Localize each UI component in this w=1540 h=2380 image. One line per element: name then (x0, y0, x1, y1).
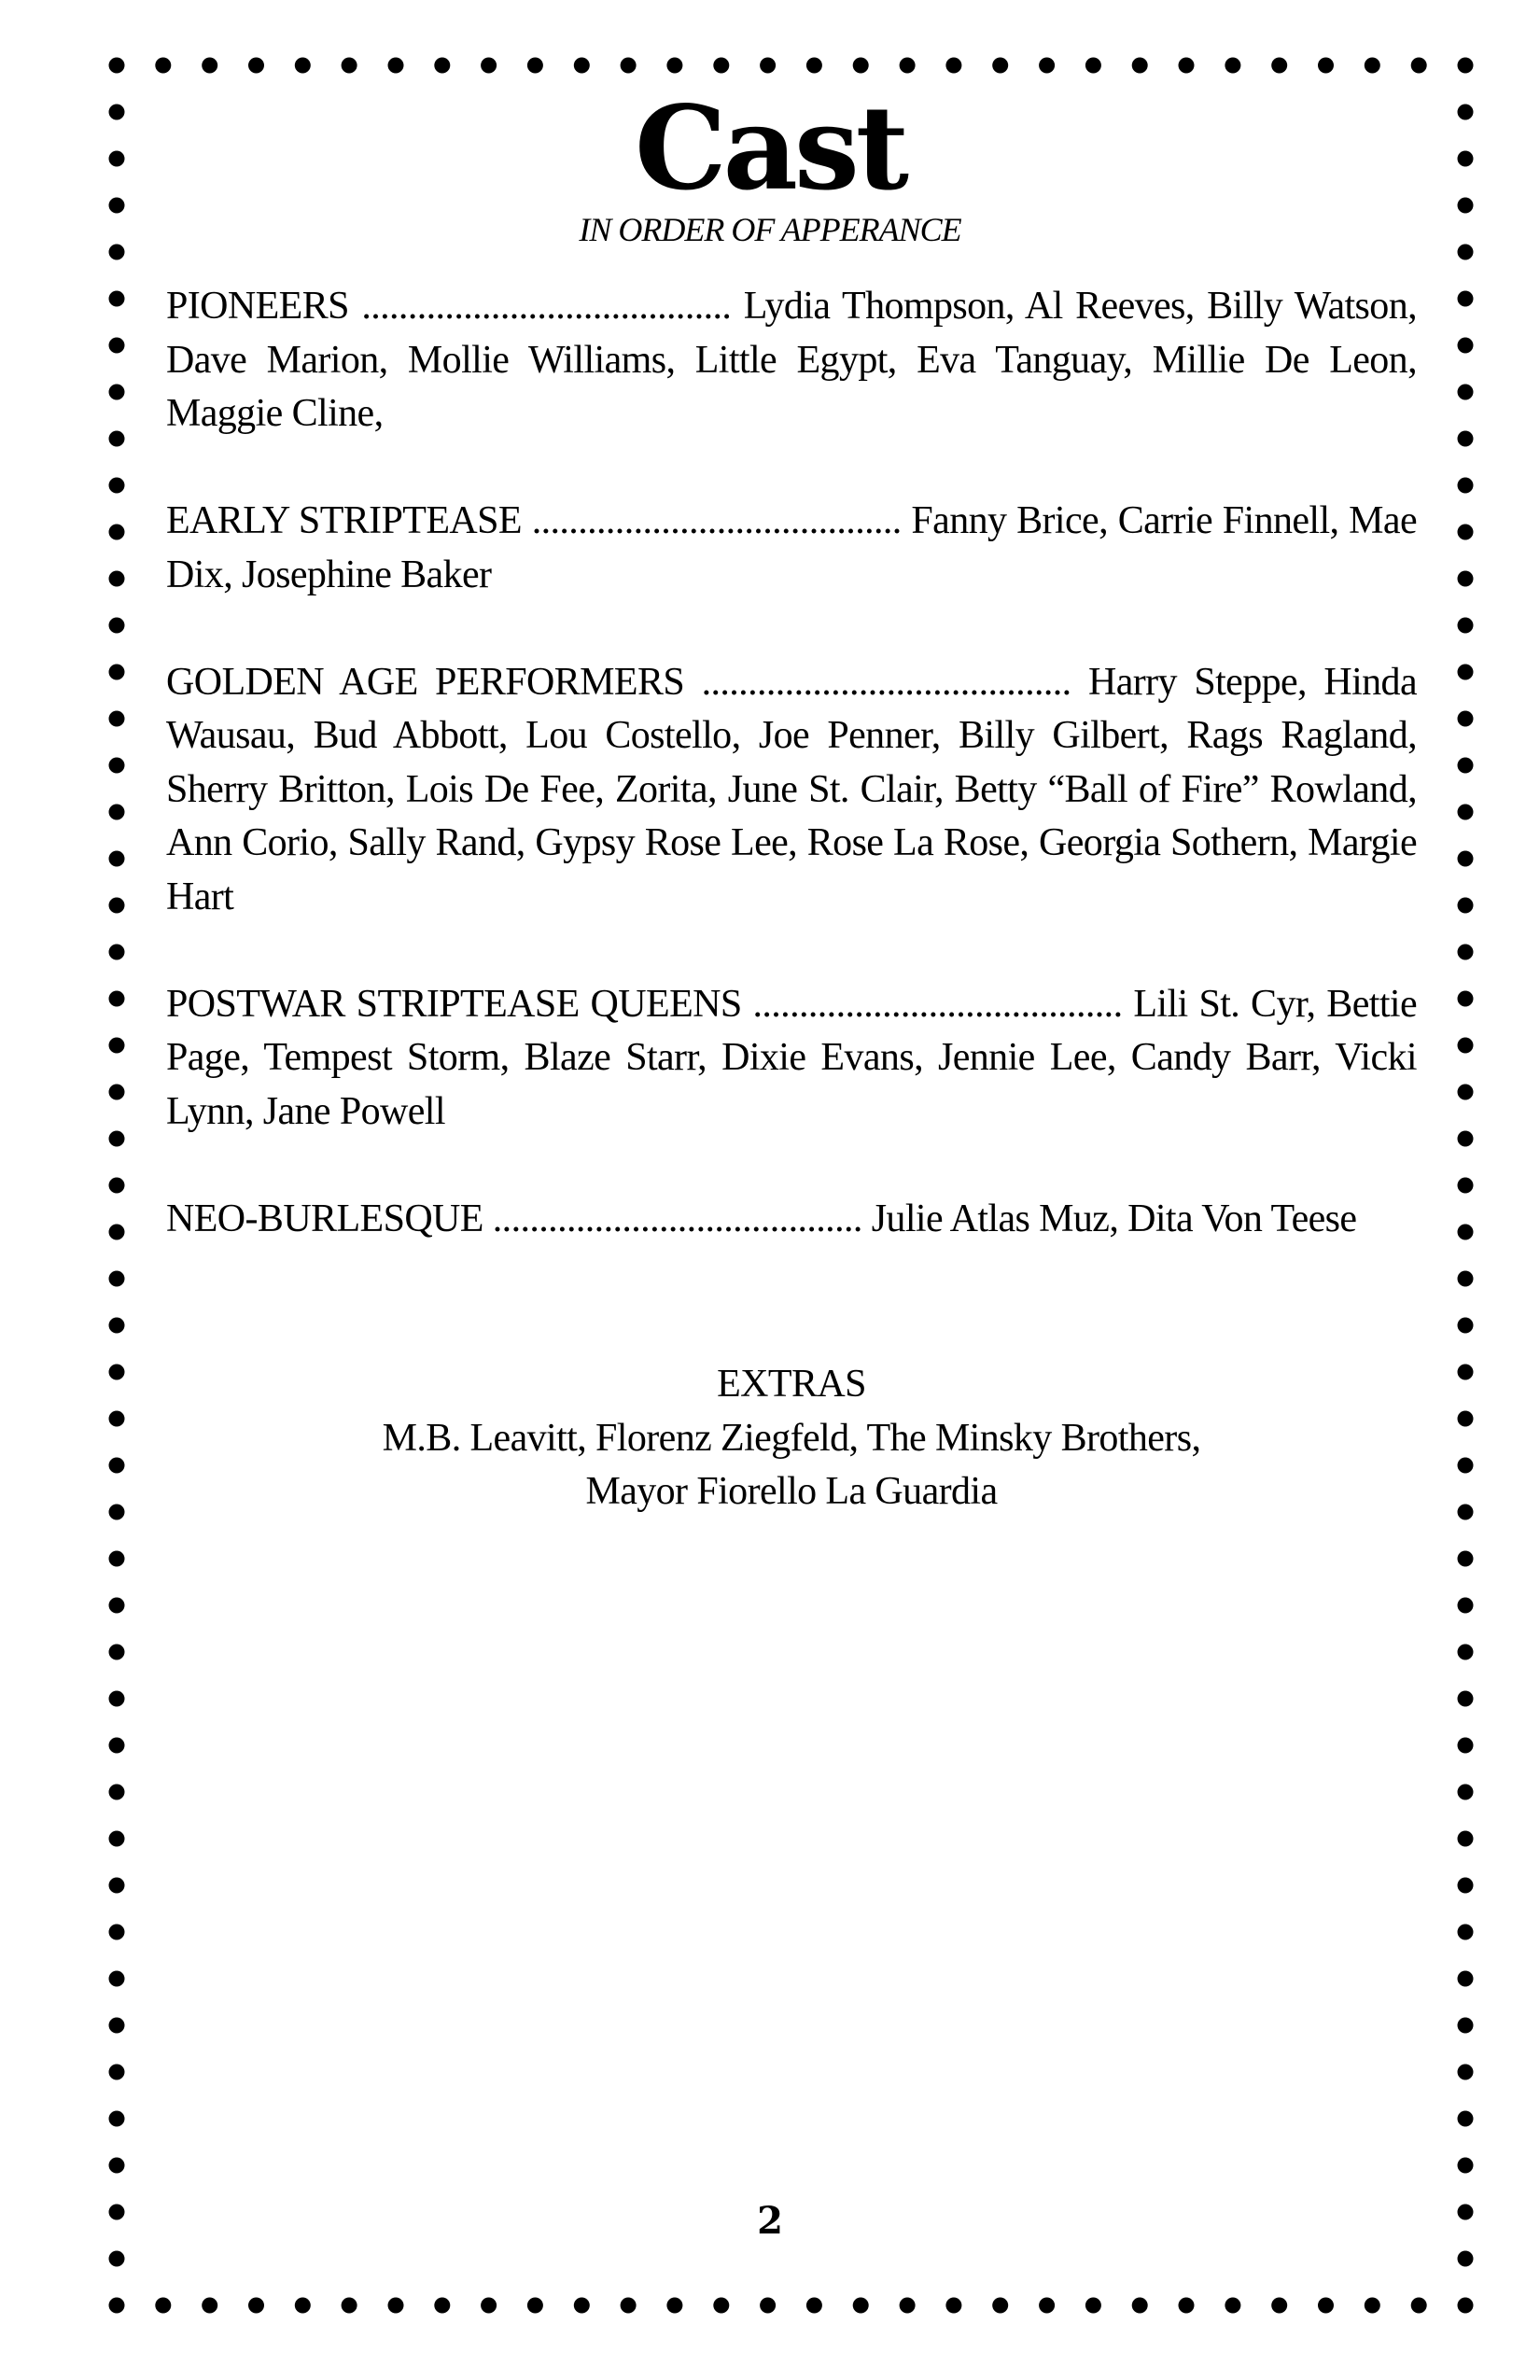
section-names: Harry Steppe, Hinda Wausau, Bud Abbott, Lou Costello, Joe Penner, Billy Gilbert, Rags Ragland, Sherry Britton, Lois De Fee, Zorita, June St. Clair, Betty “Ball of Fire” Rowland, Ann Corio, Sally Rand, Gypsy Rose Lee, Rose La Rose, Georgia Sothern, Margie Hart (166, 660, 1417, 918)
border-dot (1179, 2298, 1195, 2314)
border-dot (109, 291, 125, 307)
border-dot (900, 2298, 916, 2314)
border-dot (1458, 1458, 1474, 1474)
border-dot (760, 2298, 776, 2314)
border-dot (945, 58, 961, 74)
page-number: 2 (757, 2199, 783, 2243)
border-dot (109, 618, 125, 634)
border-dot (1458, 1925, 1474, 1940)
border-dot (248, 2298, 264, 2314)
border-dot (1458, 2018, 1474, 2034)
border-dot (109, 1131, 125, 1147)
border-dot (1039, 58, 1055, 74)
border-dot (527, 2298, 543, 2314)
border-dot (481, 58, 497, 74)
border-dot (388, 2298, 404, 2314)
border-dot (109, 1971, 125, 1987)
border-dot (1458, 1878, 1474, 1894)
border-dot (109, 571, 125, 587)
border-dot (1458, 1411, 1474, 1427)
border-dot (109, 2065, 125, 2080)
border-dot (945, 2298, 961, 2314)
section-names: Lydia Thompson, Al Reeves, Billy Watson, Dave Marion, Mollie Williams, Little Egypt, Eva Tanguay, Millie De Leon, Maggie Cline, (166, 285, 1418, 435)
extras-section (166, 1358, 1417, 1519)
border-dot (1039, 2298, 1055, 2314)
border-dot (1458, 2065, 1474, 2080)
border-dot (388, 58, 404, 74)
border-dot (109, 1645, 125, 1660)
page-title: Cast (634, 81, 906, 217)
border-dot (1458, 1971, 1474, 1987)
border-dot (713, 2298, 729, 2314)
dot-leader: ........................................ (361, 285, 732, 328)
border-dot (574, 58, 590, 74)
cast-list (166, 280, 1417, 1300)
border-dot (1458, 338, 1474, 354)
border-dot (1458, 1225, 1474, 1240)
border-dot (1411, 2298, 1427, 2314)
border-dot (109, 1738, 125, 1754)
border-dot (109, 2158, 125, 2174)
border-dot (109, 1271, 125, 1287)
dot-leader: ........................................ (492, 1197, 862, 1240)
border-dot (1458, 1691, 1474, 1707)
cast-entry-postwar (166, 978, 1417, 1140)
border-dot (1458, 1738, 1474, 1754)
border-dot (109, 1038, 125, 1054)
border-dot (1458, 1085, 1474, 1100)
border-dot (760, 58, 776, 74)
border-dot (109, 1785, 125, 1800)
border-dot (1458, 1551, 1474, 1567)
border-dot (109, 1085, 125, 1100)
border-dot (202, 2298, 217, 2314)
border-dot (109, 991, 125, 1007)
border-dot (481, 2298, 497, 2314)
border-dot (109, 1691, 125, 1707)
border-dot (1458, 2298, 1474, 2314)
border-dot (992, 58, 1008, 74)
border-dot (1458, 805, 1474, 820)
border-dot (1458, 58, 1474, 74)
border-dot (1271, 58, 1287, 74)
border-dot (1458, 618, 1474, 634)
border-dot (1458, 1178, 1474, 1194)
border-dot (109, 758, 125, 774)
extras-heading: EXTRAS (717, 1363, 866, 1406)
cast-entry-neo-burlesque (166, 1193, 1417, 1247)
border-dot (1179, 58, 1195, 74)
border-dot (1318, 58, 1334, 74)
border-dot (1458, 1505, 1474, 1520)
border-dot (109, 2111, 125, 2127)
border-dot (1458, 851, 1474, 867)
border-dot (295, 58, 311, 74)
border-dot (155, 58, 171, 74)
border-dot (109, 665, 125, 680)
cast-entry-golden-age (166, 656, 1417, 925)
border-dot (1458, 2251, 1474, 2267)
border-dot (295, 2298, 311, 2314)
border-dot (109, 1318, 125, 1334)
border-dot (1458, 1785, 1474, 1800)
border-dot (109, 711, 125, 727)
section-names: Lili St. Cyr, Bettie Page, Tempest Storm, Blaze Starr, Dixie Evans, Jennie Lee, Candy Barr, Vicki Lynn, Jane Powell (166, 982, 1418, 1133)
dot-leader: ........................................ (752, 982, 1123, 1026)
border-dot (202, 58, 217, 74)
border-dot (666, 2298, 682, 2314)
border-dot (109, 1878, 125, 1894)
border-dot (853, 2298, 869, 2314)
border-dot (527, 58, 543, 74)
border-dot (1458, 525, 1474, 540)
border-dot (1458, 898, 1474, 914)
border-dot (1458, 991, 1474, 1007)
border-dot (1458, 1038, 1474, 1054)
border-dot (109, 1505, 125, 1520)
border-dot (109, 431, 125, 447)
border-dot (109, 385, 125, 400)
border-dot (1458, 1318, 1474, 1334)
border-dot (109, 1178, 125, 1194)
dot-leader: ........................................ (531, 499, 902, 542)
border-dot (666, 58, 682, 74)
border-dot (1458, 1365, 1474, 1380)
border-dot (109, 478, 125, 494)
border-dot (1458, 1271, 1474, 1287)
section-heading: NEO-BURLESQUE (166, 1197, 483, 1240)
border-dot (248, 58, 264, 74)
border-dot (1318, 2298, 1334, 2314)
border-dot (434, 58, 450, 74)
border-dot (1458, 291, 1474, 307)
border-dot (1271, 2298, 1287, 2314)
border-dot (1458, 758, 1474, 774)
border-dot (1132, 2298, 1148, 2314)
border-dot (1085, 2298, 1101, 2314)
border-dot (109, 2251, 125, 2267)
border-dot (1085, 58, 1101, 74)
border-dot (109, 2018, 125, 2034)
border-dot (1458, 1645, 1474, 1660)
border-dot (109, 525, 125, 540)
border-dot (342, 2298, 357, 2314)
border-dot (1225, 2298, 1240, 2314)
border-dot (109, 2298, 125, 2314)
border-dot (342, 58, 357, 74)
border-dot (900, 58, 916, 74)
border-dot (1458, 2111, 1474, 2127)
border-dot (1132, 58, 1148, 74)
section-names: Fanny Brice, Carrie Finnell, Mae Dix, Josephine Baker (166, 499, 1417, 596)
border-dot (1458, 1598, 1474, 1614)
border-dot (1458, 571, 1474, 587)
border-dot (109, 1411, 125, 1427)
border-dot (1458, 431, 1474, 447)
border-dot (1365, 2298, 1380, 2314)
border-dot (109, 338, 125, 354)
section-heading: GOLDEN AGE PERFORMERS (166, 660, 685, 704)
section-heading: EARLY STRIPTEASE (166, 499, 522, 542)
border-dot (1458, 711, 1474, 727)
border-dot (806, 2298, 822, 2314)
cast-entry-early-striptease (166, 495, 1417, 602)
border-dot (109, 1225, 125, 1240)
border-dot (1458, 945, 1474, 960)
border-dot (109, 1458, 125, 1474)
border-dot (1458, 1831, 1474, 1847)
border-dot (109, 945, 125, 960)
border-dot (109, 1551, 125, 1567)
cast-entry-pioneers (166, 280, 1417, 441)
border-dot (109, 1365, 125, 1380)
border-dot (155, 2298, 171, 2314)
border-dot (621, 2298, 637, 2314)
border-dot (109, 1925, 125, 1940)
section-names: Julie Atlas Muz, Dita Von Teese (871, 1197, 1357, 1240)
border-dot (806, 58, 822, 74)
border-dot (109, 58, 125, 74)
border-dot (1458, 1131, 1474, 1147)
border-dot (1365, 58, 1380, 74)
border-dot (1458, 478, 1474, 494)
border-dot (109, 1831, 125, 1847)
section-heading: PIONEERS (166, 285, 349, 328)
border-dot (853, 58, 869, 74)
page-subtitle: IN ORDER OF APPERANCE (579, 211, 961, 248)
border-dot (1458, 2158, 1474, 2174)
border-dot (1458, 665, 1474, 680)
border-dot (109, 898, 125, 914)
border-dot (1411, 58, 1427, 74)
border-dot (109, 851, 125, 867)
section-heading: POSTWAR STRIPTEASE QUEENS (166, 982, 742, 1026)
border-dot (992, 2298, 1008, 2314)
border-dot (109, 805, 125, 820)
border-dot (574, 2298, 590, 2314)
border-dot (109, 1598, 125, 1614)
border-dot (1225, 58, 1240, 74)
border-dot (1458, 385, 1474, 400)
border-dot (434, 2298, 450, 2314)
extras-names: M.B. Leavitt, Florenz Ziegfeld, The Minsky Brothers, Mayor Fiorello La Guardia (382, 1416, 1201, 1513)
border-dot (713, 58, 729, 74)
border-dot (621, 58, 637, 74)
dot-leader: ........................................ (701, 660, 1071, 704)
